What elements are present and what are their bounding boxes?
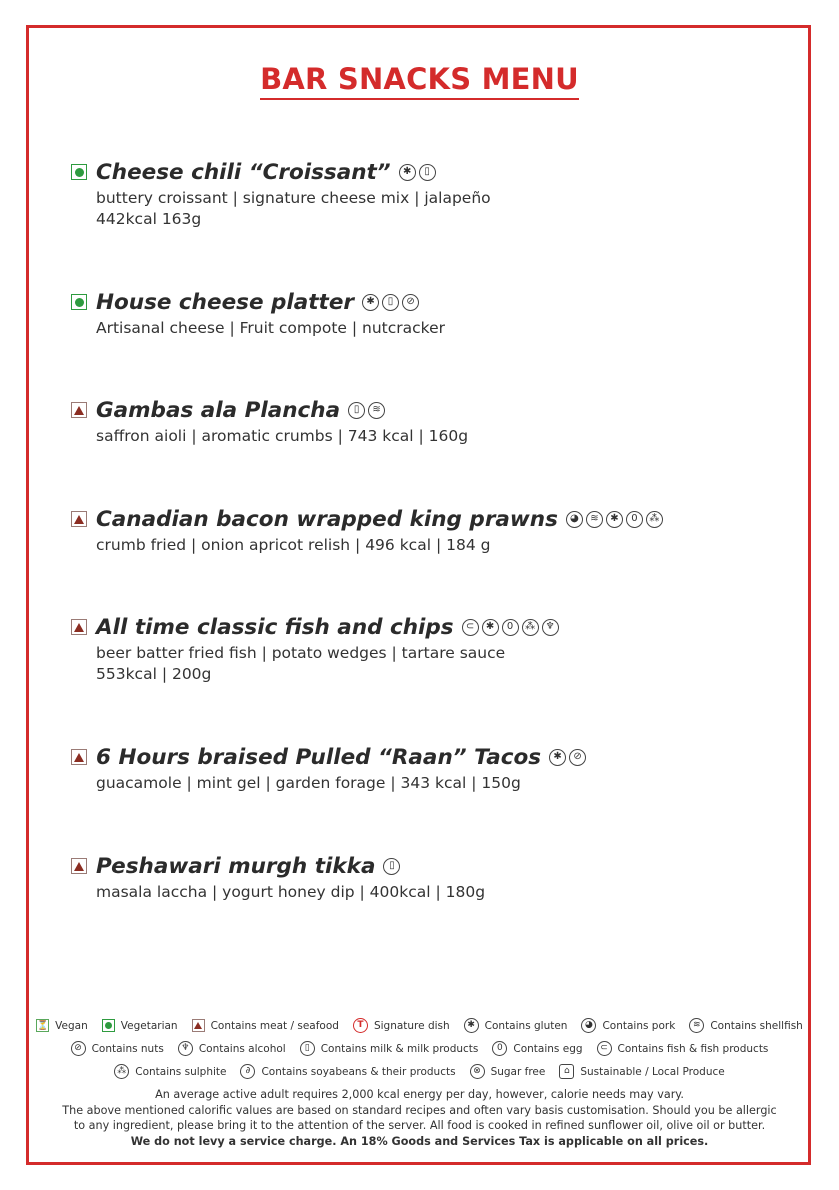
menu-item-name: All time classic fish and chips bbox=[96, 614, 454, 640]
egg-icon: 0 bbox=[492, 1041, 507, 1056]
vegetarian-icon bbox=[71, 164, 87, 180]
nuts-icon: ⊘ bbox=[71, 1041, 86, 1056]
legend-signature: T Signature dish bbox=[353, 1018, 450, 1033]
milk-icon: ▯ bbox=[383, 858, 400, 875]
footnote-line-4: We do not levy a service charge. An 18% Goods and Services Tax is applicable on all prices. bbox=[130, 1134, 709, 1148]
vegetarian-icon bbox=[71, 294, 87, 310]
allergen-icons bbox=[566, 511, 666, 528]
description-line: beer batter fried fish | potato wedges | tartare sauce bbox=[96, 644, 506, 662]
pork-icon: ◕ bbox=[566, 511, 583, 528]
legend-vegetarian: Vegetarian bbox=[102, 1019, 178, 1032]
legend-gluten: ✱ Contains gluten bbox=[464, 1018, 568, 1033]
legend-fish: ⊂ Contains fish & fish products bbox=[597, 1041, 769, 1056]
legend-egg: 0 Contains egg bbox=[492, 1041, 582, 1056]
legend-milk: ▯ Contains milk & milk products bbox=[300, 1041, 479, 1056]
allergen-icons bbox=[549, 749, 589, 766]
nutrition-line: 442kcal 163g bbox=[96, 210, 202, 228]
footnote bbox=[28, 1087, 811, 1149]
menu-item-name: Peshawari murgh tikka bbox=[96, 853, 376, 879]
description-line: masala laccha | yogurt honey dip | 400kcal | 180g bbox=[96, 883, 486, 901]
alcohol-icon: ♆ bbox=[178, 1041, 193, 1056]
meat-icon bbox=[192, 1019, 205, 1032]
menu-item bbox=[71, 743, 589, 794]
legend-local: ⌂ Sustainable / Local Produce bbox=[559, 1064, 724, 1079]
menu-item-name: Cheese chili “Croissant” bbox=[96, 159, 391, 185]
soy-icon: ∂ bbox=[240, 1064, 255, 1079]
menu-item bbox=[71, 396, 468, 447]
allergen-icons bbox=[362, 294, 422, 311]
legend-row-3 bbox=[28, 1060, 811, 1083]
sulphite-icon: ⁂ bbox=[522, 619, 539, 636]
menu-item bbox=[71, 158, 491, 230]
footnote-line-3: to any ingredient, please bring it to the attention of the server. All food is cooked in refined sunflower oil, olive oil or butter. bbox=[73, 1119, 766, 1132]
description-line: crumb fried | onion apricot relish | 496 kcal | 184 g bbox=[96, 536, 491, 554]
meat-icon bbox=[71, 749, 87, 765]
legend-row-2 bbox=[28, 1037, 811, 1060]
legend-shellfish: ≋ Contains shellfish bbox=[689, 1018, 803, 1033]
meat-icon bbox=[71, 619, 87, 635]
egg-icon: 0 bbox=[502, 619, 519, 636]
menu-item-header bbox=[71, 743, 589, 771]
legend-sugar: ⊗ Sugar free bbox=[470, 1064, 546, 1079]
menu-item-header bbox=[71, 288, 445, 316]
menu-item-description bbox=[96, 535, 666, 556]
menu-item-name: Canadian bacon wrapped king prawns bbox=[96, 506, 558, 532]
description-line: Artisanal cheese | Fruit compote | nutcracker bbox=[96, 319, 445, 337]
description-line: guacamole | mint gel | garden forage | 343 kcal | 150g bbox=[96, 774, 521, 792]
menu-item-header bbox=[71, 505, 666, 533]
menu-item-header bbox=[71, 852, 485, 880]
vegetarian-icon bbox=[102, 1019, 115, 1032]
fish-icon: ⊂ bbox=[597, 1041, 612, 1056]
fish-icon: ⊂ bbox=[462, 619, 479, 636]
sugar-free-icon: ⊗ bbox=[470, 1064, 485, 1079]
nuts-icon: ⊘ bbox=[569, 749, 586, 766]
footnote-line-2: The above mentioned calorific values are based on standard recipes and often vary basis customisation. Should you be allergic bbox=[62, 1103, 777, 1117]
pork-icon: ◕ bbox=[581, 1018, 596, 1033]
menu-title-wrap bbox=[0, 62, 839, 100]
gluten-icon: ✱ bbox=[549, 749, 566, 766]
sulphite-icon: ⁂ bbox=[114, 1064, 129, 1079]
menu-item-name: House cheese platter bbox=[96, 289, 355, 315]
meat-icon bbox=[71, 511, 87, 527]
menu-item-header bbox=[71, 158, 491, 186]
menu-item-header bbox=[71, 613, 562, 641]
allergen-icons bbox=[462, 619, 562, 636]
legend-pork: ◕ Contains pork bbox=[581, 1018, 675, 1033]
milk-icon: ▯ bbox=[348, 402, 365, 419]
allergen-icons bbox=[399, 164, 439, 181]
meat-icon bbox=[71, 858, 87, 874]
allergen-icons bbox=[383, 858, 403, 875]
menu-item-name: 6 Hours braised Pulled “Raan” Tacos bbox=[96, 744, 542, 770]
menu-item bbox=[71, 852, 485, 903]
gluten-icon: ✱ bbox=[606, 511, 623, 528]
gluten-icon: ✱ bbox=[399, 164, 416, 181]
menu-item-description bbox=[96, 882, 485, 903]
legend-meat: Contains meat / seafood bbox=[192, 1019, 339, 1032]
signature-icon: T bbox=[353, 1018, 368, 1033]
shellfish-icon: ≋ bbox=[586, 511, 603, 528]
legend-sulphite: ⁂ Contains sulphite bbox=[114, 1064, 226, 1079]
milk-icon: ▯ bbox=[300, 1041, 315, 1056]
gluten-icon: ✱ bbox=[464, 1018, 479, 1033]
milk-icon: ▯ bbox=[419, 164, 436, 181]
egg-icon: 0 bbox=[626, 511, 643, 528]
milk-icon: ▯ bbox=[382, 294, 399, 311]
meat-icon bbox=[71, 402, 87, 418]
menu-item bbox=[71, 505, 666, 556]
gluten-icon: ✱ bbox=[362, 294, 379, 311]
menu-item-description bbox=[96, 426, 468, 447]
description-line: buttery croissant | signature cheese mix | jalapeño bbox=[96, 189, 491, 207]
shellfish-icon: ≋ bbox=[689, 1018, 704, 1033]
menu-item-description bbox=[96, 318, 445, 339]
alcohol-icon: ♆ bbox=[542, 619, 559, 636]
legend-row-1 bbox=[28, 1014, 811, 1037]
legend-alcohol: ♆ Contains alcohol bbox=[178, 1041, 286, 1056]
menu-item bbox=[71, 613, 562, 685]
menu-item-description bbox=[96, 188, 491, 230]
local-produce-icon: ⌂ bbox=[559, 1064, 574, 1079]
shellfish-icon: ≋ bbox=[368, 402, 385, 419]
nutrition-line: 553kcal | 200g bbox=[96, 665, 212, 683]
footnote-line-1: An average active adult requires 2,000 kcal energy per day, however, calorie needs may vary. bbox=[155, 1088, 684, 1101]
menu-item-name: Gambas ala Plancha bbox=[96, 397, 341, 423]
gluten-icon: ✱ bbox=[482, 619, 499, 636]
menu-title: BAR SNACKS MENU bbox=[260, 62, 579, 100]
legend bbox=[28, 1014, 811, 1083]
menu-item bbox=[71, 288, 445, 339]
menu-item-description bbox=[96, 643, 562, 685]
legend-vegan: ⏳ Vegan bbox=[37, 1019, 88, 1032]
vegan-icon: ⏳ bbox=[37, 1020, 49, 1031]
legend-soy: ∂ Contains soyabeans & their products bbox=[240, 1064, 455, 1079]
allergen-icons bbox=[348, 402, 388, 419]
legend-nuts: ⊘ Contains nuts bbox=[71, 1041, 164, 1056]
menu-item-description bbox=[96, 773, 589, 794]
description-line: saffron aioli | aromatic crumbs | 743 kcal | 160g bbox=[96, 427, 469, 445]
nuts-icon: ⊘ bbox=[402, 294, 419, 311]
sulphite-icon: ⁂ bbox=[646, 511, 663, 528]
menu-item-header bbox=[71, 396, 468, 424]
